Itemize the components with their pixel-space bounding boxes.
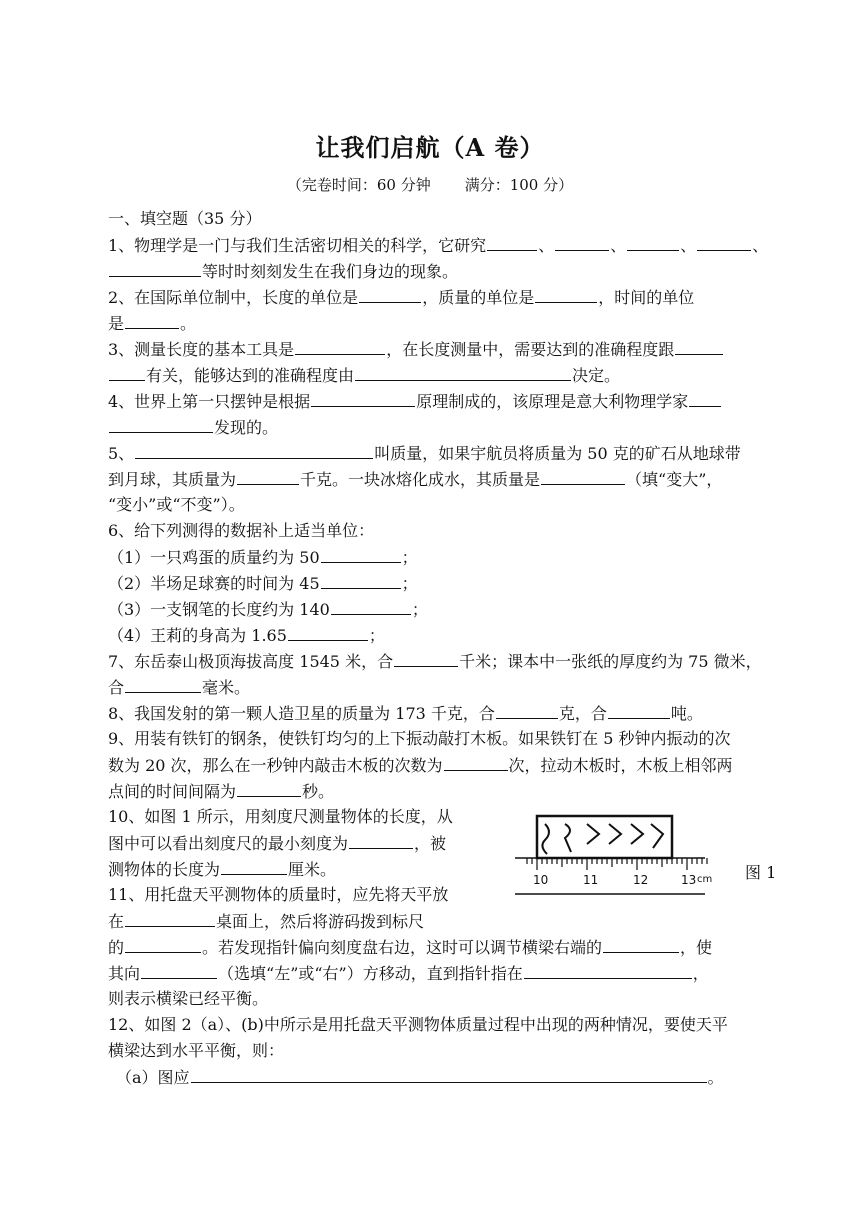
question-3-line-1: 3、测量长度的基本工具是 ，在长度测量中，需要达到的准确程度跟 <box>108 336 724 363</box>
answer-blank[interactable] <box>288 622 368 641</box>
question-11-line-2: 在 桌面上，然后将游码拨到标尺 <box>108 908 424 935</box>
question-6-item-4: （4）王莉的身高为 1.65 ； <box>108 622 385 649</box>
question-12-line-2: 横梁达到水平平衡，则： <box>108 1041 285 1060</box>
answer-blank[interactable] <box>349 830 413 849</box>
answer-blank[interactable] <box>141 960 217 979</box>
answer-blank[interactable] <box>125 310 179 329</box>
answer-blank[interactable] <box>627 232 679 251</box>
question-5-line-3: “变小”或“不变”）。 <box>108 495 245 514</box>
question-9-line-2: 数为 20 次，那么在一秒钟内敲击木板的次数为 次，拉动木板时，木板上相邻两 <box>108 752 733 779</box>
tick-label: 12 <box>633 873 649 887</box>
page-title: 让我们启航（A 卷） <box>315 133 545 162</box>
answer-blank[interactable] <box>125 934 201 953</box>
question-4-line-1: 4、世界上第一只摆钟是根据 原理制成的，该原理是意大利物理学家 <box>108 388 722 415</box>
answer-blank[interactable] <box>394 648 458 667</box>
question-9-line-3: 点间的时间间隔为 秒。 <box>108 778 334 805</box>
ruler-ticks <box>527 858 707 870</box>
question-10-line-2: 图中可以看出刻度尺的最小刻度为 ，被 <box>108 830 446 857</box>
answer-blank[interactable] <box>311 388 415 407</box>
question-6-item-2: （2）半场足球赛的时间为 45 ； <box>108 570 418 597</box>
answer-blank[interactable] <box>237 778 301 797</box>
tick-label: 11 <box>583 873 599 887</box>
answer-blank[interactable] <box>697 232 751 251</box>
question-5-line-1: 5、 叫质量，如果宇航员将质量为 50 克的矿石从地球带 <box>108 440 741 467</box>
question-5-line-2: 到月球，其质量为 千克。一块冰熔化成水，其质量是 （填“变大”， <box>108 466 722 493</box>
question-4-line-2: 发现的。 <box>108 414 278 441</box>
ruler-labels <box>533 873 712 887</box>
question-6-item-1: （1）一只鸡蛋的质量约为 50 ； <box>108 544 418 571</box>
answer-blank[interactable] <box>321 570 401 589</box>
answer-blank[interactable] <box>535 284 597 303</box>
question-7-line-1: 7、东岳泰山极顶海拔高度 1545 米，合 千米；课本中一张纸的厚度约为 75 微米， <box>108 648 762 675</box>
exam-score: 满分：100 分） <box>464 176 574 194</box>
answer-blank[interactable] <box>603 934 679 953</box>
answer-blank[interactable] <box>295 336 385 355</box>
question-10-line-3: 测物体的长度为 厘米。 <box>108 856 336 883</box>
question-6-stem: 6、给下列测得的数据补上适当单位： <box>108 521 375 540</box>
question-11-line-1: 11、用托盘天平测物体的质量时，应先将天平放 <box>108 885 449 904</box>
question-6-item-3: （3）一支钢笔的长度约为 140 ； <box>108 596 428 623</box>
answer-blank[interactable] <box>689 388 721 407</box>
answer-blank[interactable] <box>675 336 723 355</box>
tick-label: 13 <box>681 873 697 887</box>
answer-blank[interactable] <box>555 232 609 251</box>
answer-blank[interactable] <box>541 466 625 485</box>
question-12-line-1: 12、如图 2（a）、(b)中所示是用托盘天平测物体质量过程中出现的两种情况，要使天平 <box>108 1015 728 1034</box>
question-2-line-1: 2、在国际单位制中，长度的单位是 ，质量的单位是 ，时间的单位 <box>108 284 694 311</box>
answer-blank[interactable] <box>109 362 145 381</box>
answer-blank[interactable] <box>321 544 401 563</box>
answer-blank[interactable] <box>109 258 201 277</box>
question-10-line-1: 10、如图 1 所示，用刻度尺测量物体的长度，从 <box>108 807 453 826</box>
question-11-line-4: 其向 （选填“左”或“右”）方移动，直到指针指在 ， <box>108 960 709 987</box>
question-1-line-2: 等时时刻刻发生在我们身边的现象。 <box>108 258 458 285</box>
question-3-line-2: 有关，能够达到的准确程度由 决定。 <box>108 362 620 389</box>
question-11-line-3: 的 。若发现指针偏向刻度盘右边，这时可以调节横梁右端的 ，使 <box>108 934 712 961</box>
answer-blank[interactable] <box>444 752 508 771</box>
question-8: 8、我国发射的第一颗人造卫星的质量为 173 千克，合 克，合 吨。 <box>108 700 703 727</box>
exam-info <box>0 174 860 195</box>
answer-blank[interactable] <box>191 1064 707 1083</box>
answer-blank[interactable] <box>496 700 558 719</box>
question-9-line-1: 9、用装有铁钉的钢条，使铁钉均匀的上下振动敲打木板。如果铁钉在 5 秒钟内振动的次 <box>108 729 731 748</box>
question-7-line-2: 合 毫米。 <box>108 674 250 701</box>
figure-1-label: 图 1 <box>745 863 777 882</box>
answer-blank[interactable] <box>237 466 299 485</box>
tick-label: 10 <box>533 873 549 887</box>
answer-blank[interactable] <box>359 284 421 303</box>
measured-object <box>537 816 672 858</box>
answer-blank[interactable] <box>608 700 670 719</box>
answer-blank[interactable] <box>109 414 213 433</box>
answer-blank[interactable] <box>524 960 692 979</box>
unit-label: cm <box>697 874 713 885</box>
answer-blank[interactable] <box>331 596 411 615</box>
exam-time: （完卷时间：60 分钟 <box>286 176 431 194</box>
ruler-figure <box>515 810 715 900</box>
answer-blank[interactable] <box>135 440 373 459</box>
answer-blank[interactable] <box>355 362 571 381</box>
answer-blank[interactable] <box>125 908 215 927</box>
question-2-line-2: 是 。 <box>108 310 196 337</box>
answer-blank[interactable] <box>487 232 537 251</box>
section-heading: 一、填空题（35 分） <box>108 209 262 228</box>
question-12-line-3: （a）图应 。 <box>116 1064 724 1091</box>
question-11-line-5: 则表示横梁已经平衡。 <box>108 989 269 1008</box>
answer-blank[interactable] <box>125 674 201 693</box>
question-1-line-1: 1、物理学是一门与我们生活密切相关的科学，它研究 、 、 、 、 <box>108 232 768 259</box>
answer-blank[interactable] <box>221 856 287 875</box>
